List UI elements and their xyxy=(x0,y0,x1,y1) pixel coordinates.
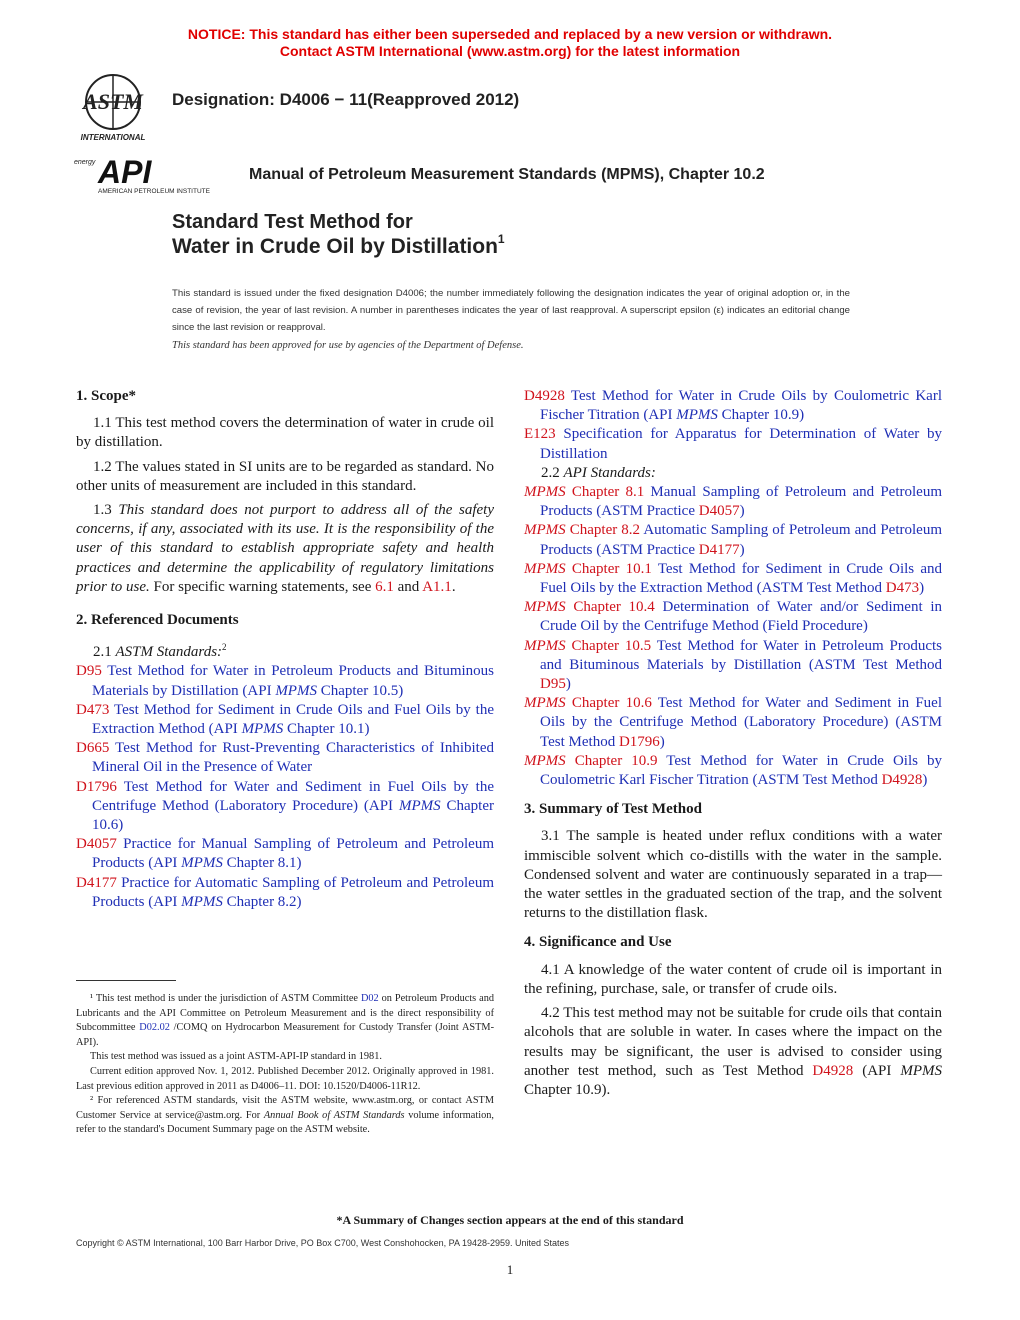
fn1-text-c: /COMQ on Hydrocarbon Measurement for Custody Transfer (Joint ASTM-API). xyxy=(76,1022,495,1048)
api-ref-chapter[interactable]: Chapter 8.2 xyxy=(565,522,641,539)
para-1-3-text: For specific warning statements, see xyxy=(149,578,376,595)
footnote-rule xyxy=(76,980,176,981)
footnote-2 xyxy=(76,1094,494,1138)
ref-title[interactable]: Test Method for Water in Crude Oils by Coulometric Karl Fischer Titration (API xyxy=(540,388,942,424)
api-logo xyxy=(74,150,244,195)
ref-italic: MPMS xyxy=(275,682,317,699)
fn2-text-a: ² For referenced ASTM standards, visit the ASTM website, www.astm.org, or contact ASTM Customer Service at service@astm.org. For xyxy=(76,1095,494,1121)
para-1-3-and: and xyxy=(393,578,423,595)
ref-italic: MPMS xyxy=(676,407,718,424)
api-ref-item xyxy=(524,598,942,636)
title-footnote-mark: 1 xyxy=(497,232,505,246)
ref-title[interactable]: Test Method for Water and Sediment in Fuel Oils by the Centrifuge Method (Laboratory Procedure) (API xyxy=(92,778,494,814)
notice-banner xyxy=(0,26,1020,60)
api-ref-link[interactable]: D4057 xyxy=(698,503,740,520)
api-standards-label xyxy=(524,464,942,483)
api-ref-mpms[interactable]: MPMS xyxy=(524,637,566,654)
fn1-text-b: on Petroleum Products and Lubricants and the API Committee on Petroleum Measurement and is the direct responsibility of Subcommittee xyxy=(76,993,494,1034)
ref-post: Chapter 10.9) xyxy=(717,407,805,424)
intro-paragraph: This standard is issued under the fixed designation D4006; the number immediately following the designation indicates the year of original adoption or, in the case of revision, the year of last revision. A number in parentheses indicates the year of last reapproval. A superscript epsilon (ε) indicates an editorial change since the last revision or reapproval. xyxy=(172,288,850,333)
ref-italic: MPMS xyxy=(181,893,223,910)
api-ref-mpms[interactable]: MPMS xyxy=(524,599,566,616)
title-text: Water in Crude Oil by Distillation xyxy=(172,235,498,258)
ref-italic: MPMS xyxy=(241,721,284,738)
designation: Designation: D4006 − 11(Reapproved 2012) xyxy=(172,90,520,109)
api-ref-end: ) xyxy=(739,503,745,520)
para-4-2-api: (API xyxy=(853,1062,901,1079)
ref-item xyxy=(76,662,494,700)
api-ref-mpms[interactable]: MPMS xyxy=(524,522,566,539)
link-d4928[interactable]: D4928 xyxy=(812,1062,854,1079)
footnote-1-issued: This test method was issued as a joint ASTM-API-IP standard in 1981. xyxy=(90,1051,382,1063)
approved-note: This standard has been approved for use by agencies of the Department of Defense. xyxy=(172,340,524,351)
page-number: 1 xyxy=(506,1262,514,1277)
astm-logo-sub: INTERNATIONAL xyxy=(80,133,146,142)
astm-std-sup: 2 xyxy=(222,642,227,653)
api-ref-item xyxy=(524,560,942,598)
astm-std-text: ASTM Standards: xyxy=(115,644,223,661)
ref-post: Chapter 8.1) xyxy=(222,855,302,872)
api-ref-mpms[interactable]: MPMS xyxy=(524,560,566,577)
api-ref-title[interactable]: Test Method for Water in Petroleum Products and Bituminous Materials by Distillation (ASTM Test Method xyxy=(540,637,943,673)
api-ref-link[interactable]: D4177 xyxy=(698,541,740,558)
api-ref-link[interactable]: D1796 xyxy=(618,733,660,750)
api-ref-title[interactable]: Test Method for Water in Crude Oils by Coulometric Karl Fischer Titration (ASTM Test Method xyxy=(540,752,943,789)
api-ref-title[interactable]: Automatic Sampling of Petroleum and Petroleum Products (ASTM Practice xyxy=(540,522,942,558)
para-4-2 xyxy=(524,1004,942,1100)
api-ref-item xyxy=(524,483,942,521)
scope-heading: 1. Scope* xyxy=(76,388,136,404)
copyright: Copyright © ASTM International, 100 Barr Harbor Drive, PO Box C700, West Conshohocken, PA 19428-2959. United States xyxy=(76,1238,570,1248)
footnote-1 xyxy=(76,992,494,1050)
api-std-num: 2.2 xyxy=(541,464,564,481)
summary-heading: 3. Summary of Test Method xyxy=(524,801,702,818)
api-ref-mpms[interactable]: MPMS xyxy=(524,695,566,712)
title-line-1: Standard Test Method for xyxy=(172,211,413,233)
ref-item xyxy=(76,835,494,873)
para-4-1: 4.1 A knowledge of the water content of crude oil is important in the refining, purchase, sale, or transfer of crude oils. xyxy=(524,961,942,997)
ref-item xyxy=(524,425,942,463)
left-column xyxy=(76,387,494,912)
ref-item xyxy=(76,778,494,836)
api-ref-end: ) xyxy=(922,772,928,789)
api-ref-item xyxy=(524,694,942,752)
link-d02-02[interactable]: D02.02 xyxy=(139,1022,170,1034)
title-line-2 xyxy=(172,234,505,259)
ref-post: Chapter 10.1) xyxy=(283,721,370,738)
manual-title: Manual of Petroleum Measurement Standards (MPMS), Chapter 10.2 xyxy=(249,166,765,183)
para-1-3-num: 1.3 xyxy=(93,502,119,519)
notice-line-1: NOTICE: This standard has either been superseded and replaced by a new version or withdrawn. xyxy=(187,26,833,42)
para-1-3 xyxy=(76,501,494,597)
api-ref-link[interactable]: D473 xyxy=(885,580,920,597)
ref-title[interactable]: Test Method for Water in Petroleum Products and Bituminous Materials by Distillation (API xyxy=(92,663,494,699)
api-logo-sub: AMERICAN PETROLEUM INSTITUTE xyxy=(98,188,210,195)
astm-logo xyxy=(68,72,163,144)
notice-line-2: Contact ASTM International (www.astm.org) for the latest information xyxy=(279,43,741,59)
ref-italic: MPMS xyxy=(181,855,223,872)
api-ref-chapter[interactable]: Chapter 10.1 xyxy=(565,560,652,577)
ref-italic: MPMS xyxy=(398,797,441,814)
para-1-3-italic: This standard does not purport to address all of the safety concerns, if any, associated with its use. It is the responsibility of the user of this standard to establish appropriate safety and health practices and determine the applicability of regulatory limitations prior to use. xyxy=(76,502,495,595)
astm-standards-label xyxy=(76,638,494,662)
para-4-2-mpms: MPMS xyxy=(900,1062,943,1079)
api-ref-link[interactable]: D95 xyxy=(540,676,566,693)
api-ref-title[interactable]: Test Method for Sediment in Crude Oils and Fuel Oils by the Extraction Method (ASTM Test Method xyxy=(540,560,943,597)
link-a1-1[interactable]: A1.1 xyxy=(422,578,452,595)
para-1-2: 1.2 The values stated in SI units are to be regarded as standard. No other units of measurement are included in this standard. xyxy=(76,458,494,494)
api-energy-text: energy xyxy=(74,159,96,166)
api-ref-title[interactable]: Determination of Water and/or Sediment in Crude Oil by the Centrifuge Method (Field Procedure) xyxy=(540,599,942,635)
api-ref-title[interactable]: Manual Sampling of Petroleum and Petroleum Products (ASTM Practice xyxy=(540,484,942,520)
ref-item xyxy=(76,701,494,739)
api-ref-end: ) xyxy=(739,541,745,558)
ref-title[interactable]: Practice for Manual Sampling of Petroleum and Petroleum Products (API xyxy=(92,836,494,872)
para-3-1: 3.1 The sample is heated under reflux conditions with a water immiscible solvent which co-distills with the water in the sample. Condensed solvent and water are continuously separated in a trap—the water settles in the graduated section of the trap, and the solvent returns to the distillation flask. xyxy=(524,828,942,922)
ref-code-link[interactable]: D4928 xyxy=(524,388,565,404)
ref-code-link[interactable]: D95 xyxy=(76,663,102,680)
ref-code-link[interactable]: D4177 xyxy=(76,874,117,891)
para-4-2-end: Chapter 10.9). xyxy=(524,1081,611,1098)
fn2-text-b: volume information, refer to the standard's Document Summary page on the ASTM website. xyxy=(76,1109,494,1136)
ref-title[interactable]: Test Method for Sediment in Crude Oils and Fuel Oils by the Extraction Method (API xyxy=(92,701,494,738)
api-std-text: API Standards: xyxy=(563,464,656,481)
ref-title[interactable]: Practice for Automatic Sampling of Petroleum and Petroleum Products (API xyxy=(92,874,494,910)
right-column xyxy=(524,387,942,1105)
api-ref-link[interactable]: D4928 xyxy=(881,772,923,789)
ref-title[interactable]: Test Method for Rust-Preventing Characteristics of Inhibited Mineral Oil in the Presence of Water xyxy=(92,740,494,776)
ref-post: Chapter 10.5) xyxy=(316,682,404,699)
para-4-2-text: 4.2 This test method may not be suitable for crude oils that contain alcohols that are soluble in water. In cases where the impact on the results may be significant, the user is advised to consider using another test method, such as Test Method xyxy=(524,1005,942,1079)
api-logo-text: API xyxy=(98,154,152,190)
ref-item xyxy=(524,387,942,425)
api-ref-end: ) xyxy=(919,580,925,597)
fn2-italic: Annual Book of ASTM Standards xyxy=(263,1109,405,1121)
api-ref-chapter[interactable]: Chapter 10.4 xyxy=(565,599,655,616)
api-ref-chapter[interactable]: Chapter 10.6 xyxy=(565,695,652,712)
footnote-1-edition: Current edition approved Nov. 1, 2012. Published December 2012. Originally approved in 1981. Last previous edition approved in 2011 as D4006–11. DOI: 10.1520/D4006-11R12. xyxy=(76,1065,494,1092)
api-ref-title[interactable]: Test Method for Water and Sediment in Fuel Oils by the Centrifuge Method (Laboratory Procedure) (ASTM Test Method xyxy=(540,695,943,750)
api-ref-chapter[interactable]: Chapter 10.5 xyxy=(565,637,652,654)
ref-code-link[interactable]: D4057 xyxy=(76,836,117,853)
ref-post: Chapter 8.2) xyxy=(222,893,302,910)
ref-item xyxy=(76,874,494,912)
ref-code-link[interactable]: E123 xyxy=(524,426,556,443)
link-6-1[interactable]: 6.1 xyxy=(375,578,394,595)
ref-post: Chapter 10.6) xyxy=(92,797,495,834)
summary-of-changes-note: *A Summary of Changes section appears at the end of this standard xyxy=(336,1213,684,1227)
ref-code-link[interactable]: D473 xyxy=(76,701,110,718)
link-d02[interactable]: D02 xyxy=(360,993,379,1004)
fn1-text-a: ¹ This test method is under the jurisdiction of ASTM Committee xyxy=(90,993,361,1004)
api-ref-chapter[interactable]: Chapter 10.9 xyxy=(565,752,658,769)
ref-title[interactable]: Specification for Apparatus for Determination of Water by Distillation xyxy=(540,426,942,462)
ref-code-link[interactable]: D665 xyxy=(76,740,110,757)
astm-logo-text: ASTM xyxy=(83,89,143,114)
refdocs-heading: 2. Referenced Documents xyxy=(76,612,239,629)
api-ref-item xyxy=(524,637,942,695)
footnotes xyxy=(76,992,494,1138)
api-ref-end: ) xyxy=(565,676,571,693)
significance-heading: 4. Significance and Use xyxy=(524,934,672,951)
api-ref-item xyxy=(524,752,942,790)
api-ref-mpms[interactable]: MPMS xyxy=(524,484,566,501)
api-ref-chapter[interactable]: Chapter 8.1 xyxy=(565,484,645,501)
api-ref-mpms[interactable]: MPMS xyxy=(524,752,566,769)
api-ref-item xyxy=(524,521,942,559)
para-1-3-end: . xyxy=(451,578,456,595)
ref-code-link[interactable]: D1796 xyxy=(76,778,117,795)
ref-item xyxy=(76,739,494,777)
para-1-1: 1.1 This test method covers the determination of water in crude oil by distillation. xyxy=(76,415,494,451)
astm-std-num: 2.1 xyxy=(93,644,116,661)
api-ref-end: ) xyxy=(659,733,665,750)
